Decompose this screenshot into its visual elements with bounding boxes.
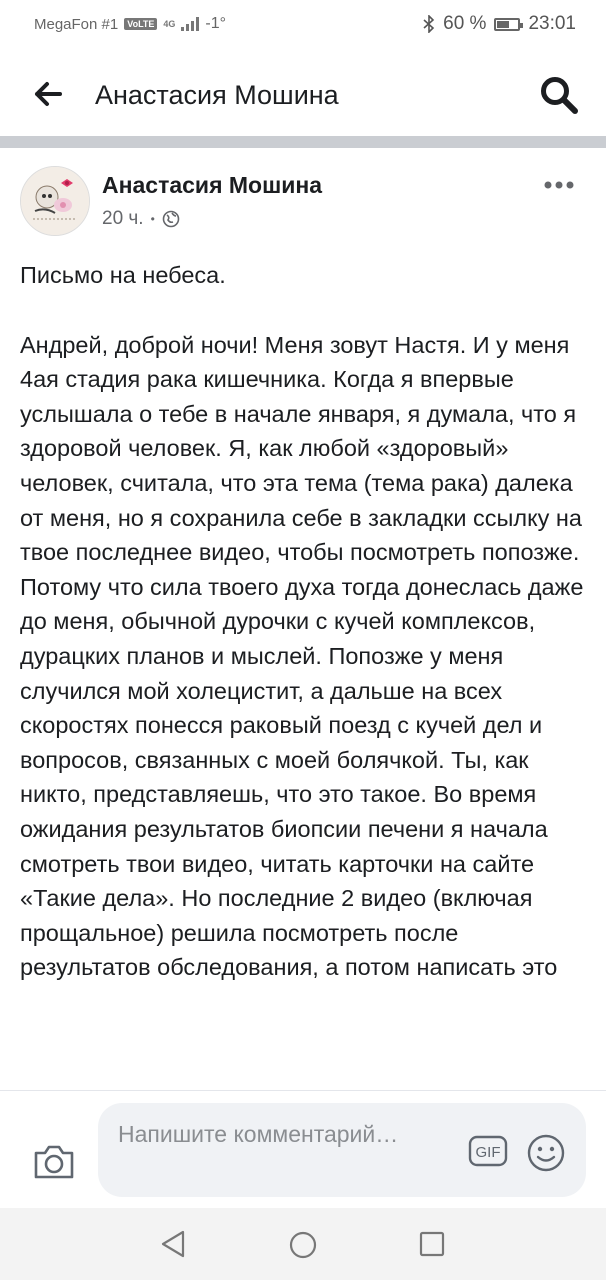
- comment-input[interactable]: [98, 1103, 586, 1197]
- status-right: [423, 13, 576, 35]
- avatar-image: [21, 167, 89, 235]
- carrier-name: MegaFon #1: [34, 15, 119, 33]
- post-text: [20, 258, 590, 1090]
- gif-label: GIF: [475, 1144, 501, 1161]
- bluetooth-icon: [423, 15, 435, 33]
- post-paragraph: Андрей, доброй ночи! Меня зовут Настя. И у меня 4ая стадия рака кишечника. Когда я впервые услышала о тебе в начале января, я думала, что я здоровой человек. Я, как любой «здоровый» человек, считала, что эта тема (тема рака) далека от меня, но я сохранила себе в закладки ссылку на твое последнее видео, чтобы посмотреть попозже. Потому что сила твоего духа тогда донеслась даже до меня, обычной дурочки с кучей комплексов, дурацких планов и мыслей. Попозже у меня случился мой холецистит, а дальше на всех скоростях понесся раковый поезд с кучей дел и вопросов, связанных с моей болячкой. Ты, как никто, представляешь, что это такое. Во время ожидания результатов биопсии печени я начала смотреть твои видео, читать карточки на сайте «Такие дела». Но последние 2 видео (включая прощальное) решила посмотреть после результатов обследования, а потом написать это: [20, 331, 584, 981]
- page-title: Анастасия Мошина: [95, 80, 339, 110]
- nav-home-icon[interactable]: [288, 1230, 318, 1260]
- temperature: -1°: [205, 15, 227, 32]
- status-bar: [0, 0, 606, 52]
- status-left: [34, 15, 226, 33]
- post-paragraph: Письмо на небеса.: [20, 262, 226, 288]
- globe-icon: [162, 210, 180, 228]
- avatar[interactable]: [20, 166, 90, 236]
- battery-icon: [494, 18, 520, 31]
- volte-badge: VoLTE: [124, 18, 157, 30]
- back-arrow-icon[interactable]: [28, 74, 68, 114]
- search-icon[interactable]: [538, 74, 580, 116]
- clock: 23:01: [528, 13, 576, 34]
- app-header: [0, 52, 606, 138]
- emoji-icon[interactable]: [526, 1133, 566, 1173]
- comment-placeholder[interactable]: Напишите комментарий…: [118, 1121, 399, 1147]
- gif-icon: [468, 1135, 508, 1167]
- meta-separator: •: [150, 212, 155, 226]
- post-time[interactable]: 20 ч.: [102, 208, 144, 229]
- author-name[interactable]: Анастасия Мошина: [102, 172, 323, 198]
- system-nav-bar: [0, 1208, 606, 1280]
- nav-back-icon[interactable]: [158, 1228, 188, 1260]
- camera-icon[interactable]: [32, 1141, 76, 1181]
- signal-icon: [181, 17, 199, 31]
- battery-percent: 60 %: [443, 13, 487, 34]
- post-header: [0, 148, 606, 248]
- nav-recent-apps-icon[interactable]: [418, 1230, 446, 1258]
- more-options-icon[interactable]: [542, 178, 576, 192]
- comment-bar: [0, 1090, 606, 1209]
- gif-button[interactable]: [468, 1135, 508, 1167]
- network-type: 4G: [163, 19, 176, 29]
- header-divider: [0, 136, 606, 148]
- post-meta: [102, 208, 180, 230]
